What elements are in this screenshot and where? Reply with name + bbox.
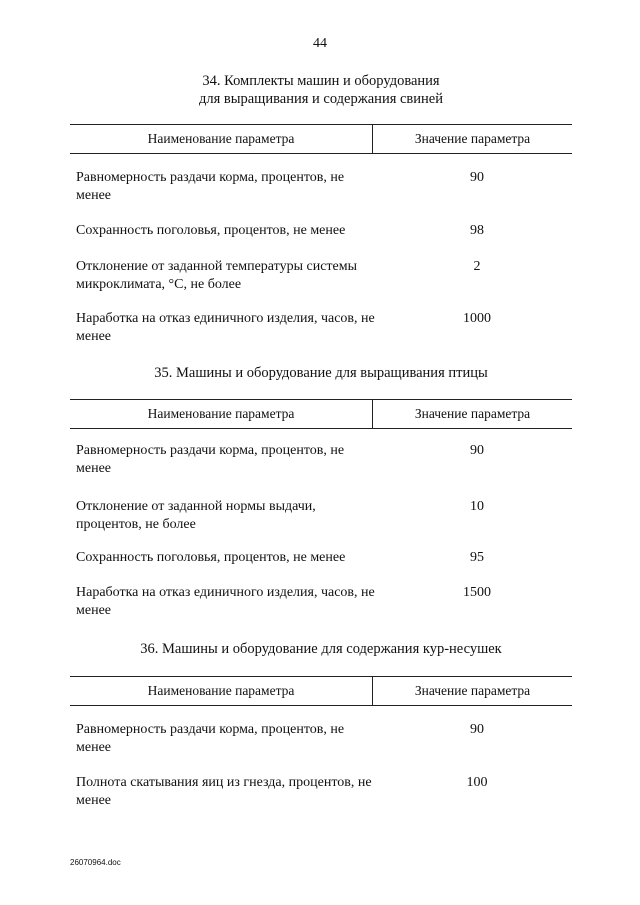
section-title <box>70 72 572 108</box>
section-title-line: для выращивания и содержания свиней <box>199 91 443 107</box>
header-value: Значение параметра <box>414 131 531 146</box>
header-name: Наименование параметра <box>70 677 373 705</box>
header-value: Значение параметра <box>414 406 531 421</box>
row-name: Равномерность раздачи корма, процентов, не менее <box>76 443 345 476</box>
table-row <box>70 169 572 205</box>
table-header <box>70 399 572 429</box>
row-value: 90 <box>470 170 484 185</box>
page-number: 44 <box>313 36 327 51</box>
row-name: Отклонение от заданной температуры системы микроклимата, °С, не более <box>76 259 358 292</box>
section-34 <box>70 72 572 386</box>
row-name: Полнота скатывания яиц из гнезда, процентов, не менее <box>76 775 372 808</box>
document-filename: 26070964.doc <box>70 858 121 867</box>
row-name: Наработка на отказ единичного изделия, часов, не менее <box>76 585 375 618</box>
row-value: 2 <box>473 259 481 274</box>
row-value: 90 <box>470 722 484 737</box>
section-36 <box>70 640 572 856</box>
section-title-line: 36. Машины и оборудование для содержания кур-несушек <box>140 641 502 657</box>
row-value: 95 <box>470 550 484 565</box>
row-name: Наработка на отказ единичного изделия, часов, не менее <box>76 311 375 344</box>
section-title <box>70 640 572 658</box>
table-row <box>70 222 572 240</box>
table-row <box>70 258 572 294</box>
row-value: 1000 <box>463 311 491 326</box>
section-title-line: 35. Машины и оборудование для выращивания птицы <box>154 365 488 381</box>
row-name: Сохранность поголовья, процентов, не менее <box>76 550 346 565</box>
header-name: Наименование параметра <box>70 400 373 428</box>
table-row <box>70 310 572 346</box>
header-value: Значение параметра <box>414 683 531 698</box>
table-header <box>70 676 572 706</box>
table-row <box>70 721 572 757</box>
row-name: Равномерность раздачи корма, процентов, не менее <box>76 722 345 755</box>
row-name: Отклонение от заданной нормы выдачи, процентов, не более <box>76 499 316 532</box>
row-value: 90 <box>470 443 484 458</box>
parameter-table <box>70 399 572 639</box>
row-value: 100 <box>466 775 488 790</box>
table-row <box>70 774 572 810</box>
section-title-line: 34. Комплекты машин и оборудования <box>202 73 440 89</box>
row-name: Сохранность поголовья, процентов, не менее <box>76 223 346 238</box>
header-name: Наименование параметра <box>70 125 373 153</box>
table-header <box>70 124 572 154</box>
row-value: 1500 <box>463 585 491 600</box>
table-row <box>70 442 572 478</box>
parameter-table <box>70 124 572 386</box>
section-35 <box>70 364 572 639</box>
parameter-table <box>70 676 572 856</box>
row-value: 98 <box>470 223 484 238</box>
row-value: 10 <box>470 499 484 514</box>
table-row <box>70 498 572 534</box>
row-name: Равномерность раздачи корма, процентов, не менее <box>76 170 345 203</box>
table-row <box>70 549 572 567</box>
table-row <box>70 584 572 620</box>
section-title <box>70 364 572 382</box>
